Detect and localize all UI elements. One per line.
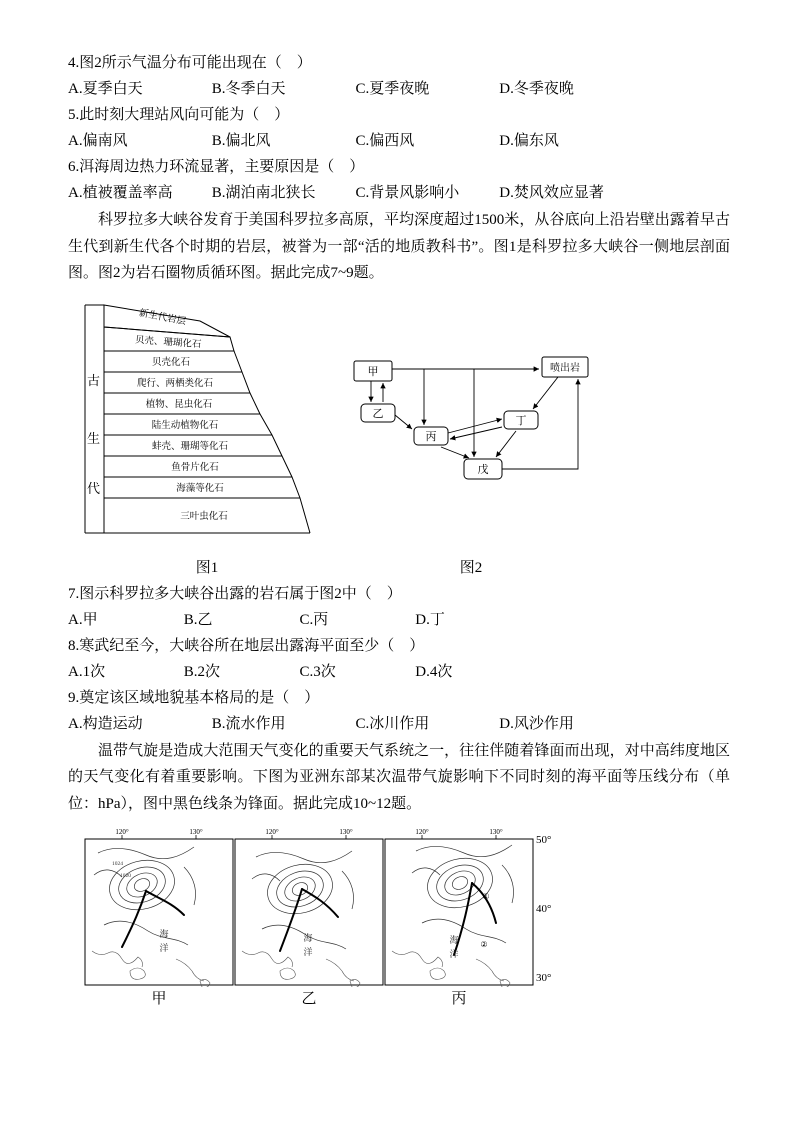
option-b: B.偏北风: [211, 133, 271, 149]
figure1-caption: 图1: [195, 559, 219, 576]
option-b: B.2次: [183, 663, 221, 680]
weather-maps-figure: [84, 825, 730, 1011]
question-8-stem: 8.寒武纪至今，大峡谷所在地层出露海平面至少（ ）: [68, 637, 425, 654]
sea-label-char: 洋: [303, 947, 313, 957]
isobar-value: 1020: [120, 873, 131, 879]
passage-cyclone: 温带气旋是造成大范围天气变化的重要天气系统之一，往往伴随着锋面而出现，对中高纬度地区的天气变化有着重要影响。下图为亚洲东部某次温带气旋影响下不同时刻的海平面等压线分布（单位：hPa），图中黑色线条为锋面。据此完成10~12题。: [68, 742, 730, 812]
strata-layer-label: 贝壳、珊瑚化石: [134, 335, 202, 350]
passage-grand-canyon: 科罗拉多大峡谷发育于美国科罗拉多高原，平均深度超过1500米，从谷底向上沿岩壁出露着早古生代到新生代各个时期的岩层，被誉为一部“活的地质教科书”。图1是科罗拉多大峡谷一侧地层剖面图。图2为岩石圈物质循环图。据此完成7~9题。: [68, 212, 730, 281]
sea-label-char: 海: [159, 929, 169, 939]
question-6-stem: 6.洱海周边热力环流显著，主要原因是（ ）: [68, 159, 365, 175]
warm-front-line: [302, 889, 338, 917]
question-9-stem: 9.奠定该区域地貌基本格局的是（ ）: [68, 689, 320, 706]
question-7-options: [68, 607, 730, 633]
option-b: B.流水作用: [211, 715, 286, 732]
era-label-char: 生: [86, 430, 102, 446]
lat-label: 50°: [536, 834, 552, 846]
option-d: D.焚风效应显著: [499, 185, 604, 201]
option-c: C.3次: [299, 663, 336, 680]
front-marker-1: ①: [482, 892, 490, 901]
era-label-char: 古: [86, 372, 102, 388]
sea-label-char: 海: [303, 933, 313, 943]
question-9-options: [68, 711, 730, 737]
node-bing: 丙: [425, 430, 437, 443]
figure2-caption: 图2: [459, 559, 483, 576]
question-4-options: [68, 76, 730, 102]
lon-label: 130°: [489, 828, 503, 836]
cold-front-line: [122, 891, 146, 947]
rock-cycle-nodes: [354, 357, 588, 479]
map-panel-captions: [84, 987, 534, 1011]
option-a: A.夏季白天: [68, 81, 143, 97]
node-yi: 乙: [372, 407, 384, 420]
option-c: C.夏季夜晚: [355, 81, 430, 97]
question-4-stem: 4.图2所示气温分布可能出现在（ ）: [68, 55, 312, 71]
strata-layer-label: 植物、昆虫化石: [145, 399, 213, 410]
map-caption-yi: 乙: [301, 991, 317, 1007]
sea-label-char: 海: [449, 935, 459, 945]
question-5-options: [68, 128, 730, 154]
sea-label-char: 洋: [449, 949, 459, 959]
canyon-wall-profile: [234, 351, 310, 533]
lon-label: 120°: [415, 828, 429, 836]
era-label-char: 代: [86, 480, 102, 496]
lon-label: 130°: [189, 828, 203, 836]
lon-label: 120°: [115, 828, 129, 836]
strata-layer-label: 贝壳化石: [151, 357, 191, 368]
strata-layer-label: 海藻等化石: [176, 483, 224, 494]
option-a: A.植被覆盖率高: [68, 185, 173, 201]
question-8-options: [68, 659, 730, 685]
node-jia: 甲: [367, 365, 379, 378]
rock-cycle-arrows: [371, 369, 578, 469]
cold-front-line: [280, 889, 302, 951]
coastline: [92, 951, 210, 987]
map-caption-jia: 甲: [151, 991, 167, 1007]
weather-maps-row: [84, 825, 730, 987]
option-d: D.丁: [415, 611, 445, 628]
weather-map-yi: [234, 825, 384, 987]
node-ding: 丁: [515, 414, 527, 427]
question-6-options: [68, 180, 730, 206]
lon-label: 120°: [265, 828, 279, 836]
question-7-stem: 7.图示科罗拉多大峡谷出露的岩石属于图2中（ ）: [68, 585, 402, 602]
node-extrusive-rock: 喷出岩: [550, 362, 580, 374]
strata-profile-figure: [82, 293, 332, 555]
option-c: C.丙: [299, 611, 329, 628]
option-d: D.4次: [415, 663, 453, 680]
option-d: D.冬季夜晚: [499, 81, 574, 97]
strata-layer-label: 蚌壳、珊瑚等化石: [151, 441, 229, 452]
figure-row: [82, 293, 730, 555]
option-d: D.偏东风: [499, 133, 559, 149]
option-c: C.冰川作用: [355, 715, 430, 732]
sea-label-char: 洋: [159, 943, 169, 953]
latitude-labels: [534, 834, 551, 984]
strata-layer-label: 爬行、两栖类化石: [136, 378, 214, 389]
option-c: C.偏西风: [355, 133, 415, 149]
warm-front-line: [146, 891, 184, 915]
option-a: A.1次: [68, 663, 106, 680]
coastline: [242, 951, 360, 987]
option-b: B.乙: [183, 611, 213, 628]
option-a: A.偏南风: [68, 133, 128, 149]
isobar-value: 1024: [112, 861, 123, 867]
option-a: A.构造运动: [68, 715, 143, 732]
weather-map-jia: [84, 825, 234, 987]
strata-layer-label: 新生代岩层: [138, 308, 187, 327]
lat-label: 40°: [536, 903, 552, 915]
strata-layer-label: 鱼骨片化石: [171, 462, 219, 473]
node-wu: 戊: [477, 463, 489, 476]
figure-captions: [82, 555, 730, 581]
option-b: B.冬季白天: [211, 81, 286, 97]
front-marker-2: ②: [480, 940, 488, 949]
option-b: B.湖泊南北狭长: [211, 185, 316, 201]
option-d: D.风沙作用: [499, 715, 574, 732]
lon-label: 130°: [339, 828, 353, 836]
option-a: A.甲: [68, 611, 98, 628]
strata-layer-label: 陆生动植物化石: [151, 420, 219, 431]
lat-label: 30°: [536, 972, 552, 984]
question-5-stem: 5.此时刻大理站风向可能为（ ）: [68, 107, 290, 123]
rock-cycle-figure: [346, 349, 596, 499]
map-caption-bing: 丙: [451, 991, 467, 1007]
weather-map-bing: [384, 825, 534, 987]
warm-front-line: [472, 883, 496, 923]
strata-layer-label: 三叶虫化石: [180, 511, 228, 522]
option-c: C.背景风影响小: [355, 185, 460, 201]
